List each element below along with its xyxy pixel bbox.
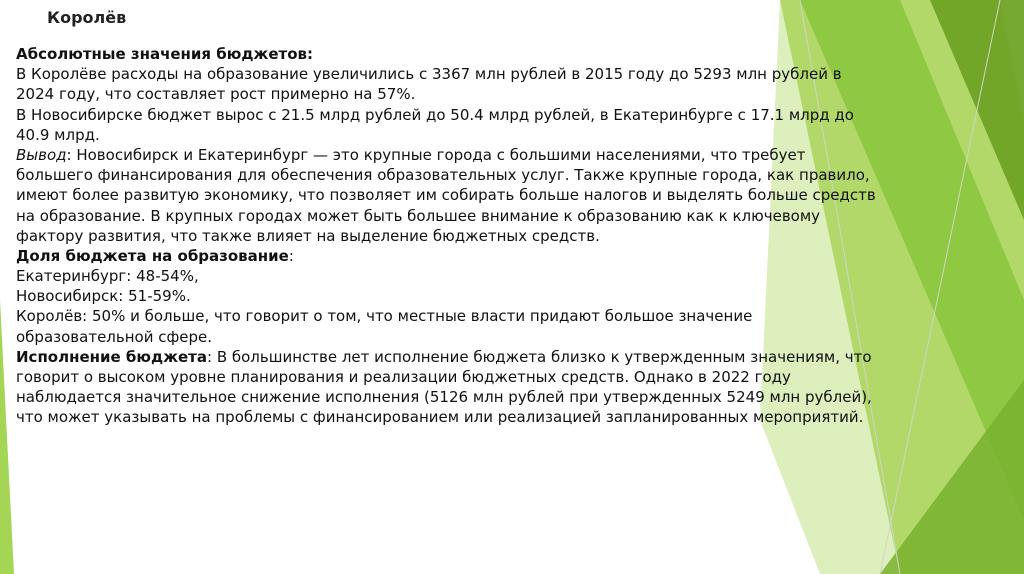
text-segment: образовательной сфере. (16, 327, 213, 346)
text-line (16, 367, 986, 387)
text-segment: В Королёве расходы на образование увеличились с 3367 млн рублей в 2015 году до 5293 млн рублей в (16, 65, 842, 84)
text-segment: большего финансирования для обеспечения образовательных услуг. Также крупные города, как правило, (16, 166, 870, 185)
text-line (16, 306, 986, 326)
text-segment: Екатеринбург: 48-54%, (16, 267, 199, 286)
text-line (16, 105, 986, 125)
text-line (16, 125, 986, 145)
text-segment: 2024 году, что составляет рост примерно на 57%. (16, 85, 416, 104)
text-segment: Королёв: 50% и больше, что говорит о том, что местные власти придают большое значение (16, 307, 753, 326)
text-line (16, 347, 986, 367)
italic-label: Вывод (16, 145, 67, 164)
text-line (16, 44, 986, 64)
text-line (16, 226, 986, 246)
text-line (16, 165, 986, 185)
text-line (16, 266, 986, 286)
text-segment: на образование. В крупных городах может быть большее внимание к образованию как к ключевому (16, 206, 821, 225)
text-segment: что может указывать на проблемы с финансированием или реализацией запланированных мероприятий. (16, 408, 864, 427)
text-line (16, 145, 986, 165)
text-line (16, 407, 986, 427)
bold-heading: Абсолютные значения бюджетов: (16, 45, 314, 63)
text-line (16, 206, 986, 226)
text-line (16, 64, 986, 84)
text-segment: : Новосибирск и Екатеринбург — это крупные города с большими населениями, что требует (66, 145, 806, 164)
text-segment: В Новосибирске бюджет вырос с 21.5 млрд рублей до 50.4 млрд рублей, в Екатеринбурге с 17.1 млрд до (16, 105, 854, 124)
text-line (16, 84, 986, 104)
slide-body (16, 44, 986, 428)
bold-heading: Исполнение бюджета (16, 347, 207, 366)
text-segment: фактору развития, что также влияет на выделение бюджетных средств. (16, 226, 600, 245)
text-line (16, 387, 986, 407)
text-segment: : В большинстве лет исполнение бюджета близко к утвержденным значениям, что (207, 347, 872, 366)
text-segment: 40.9 млрд. (16, 125, 100, 144)
decor-left-sliver (0, 300, 14, 574)
slide-title: Королёв (47, 8, 127, 27)
text-line (16, 286, 986, 306)
text-line (16, 246, 986, 266)
text-segment: Новосибирск: 51-59%. (16, 287, 191, 306)
text-segment: наблюдается значительное снижение исполнения (5126 млн рублей при утвержденных 5249 млн рублей), (16, 388, 872, 407)
text-segment: имеют более развитую экономику, что позволяет им собирать больше налогов и выделять больше средств (16, 186, 876, 205)
bold-heading: Доля бюджета на образование (16, 246, 289, 265)
text-line (16, 327, 986, 347)
text-line (16, 185, 986, 205)
text-segment: : (288, 246, 294, 265)
text-segment: говорит о высоком уровне планирования и реализации бюджетных средств. Однако в 2022 году (16, 368, 791, 386)
